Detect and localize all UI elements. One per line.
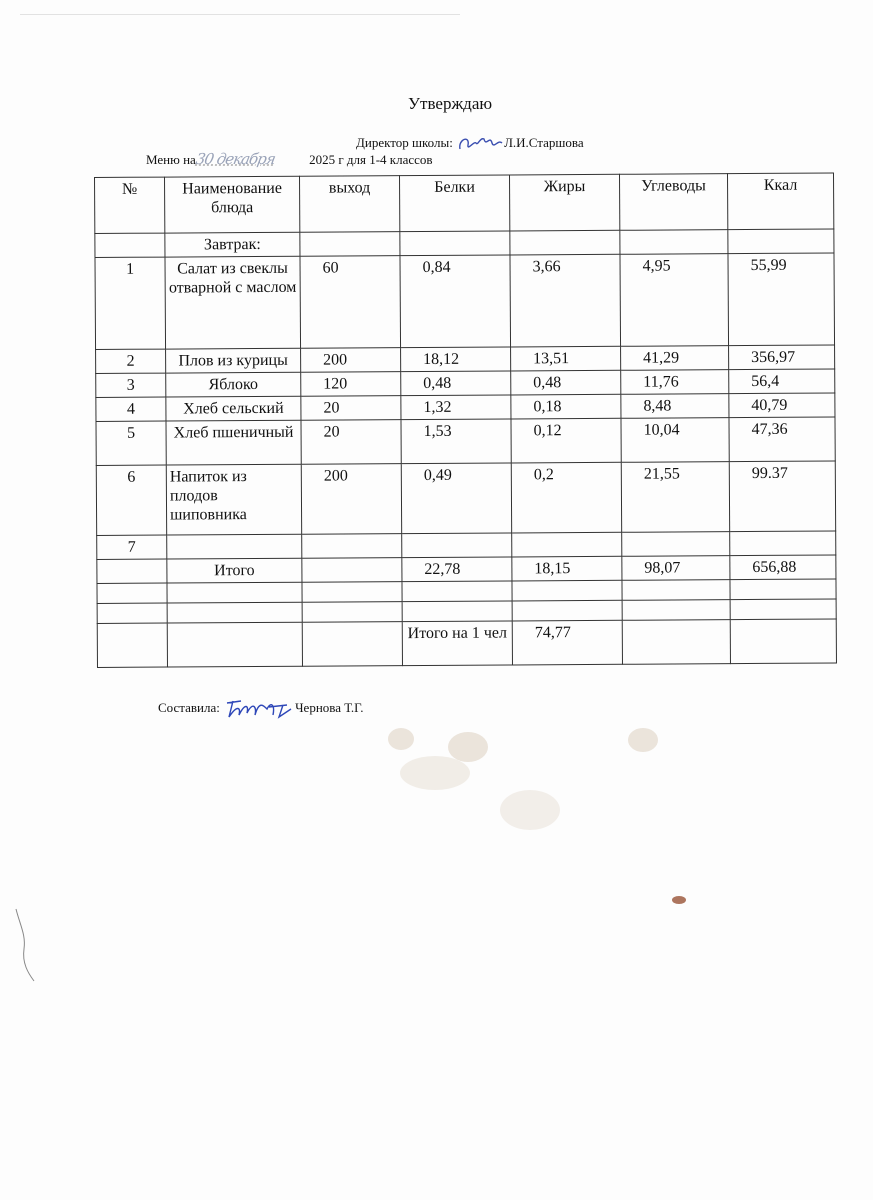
dish-fat: 13,51 [511, 346, 621, 371]
dish-carbs: 4,95 [620, 254, 729, 347]
header-number: № [95, 177, 165, 233]
header-carbs: Углеводы [619, 174, 727, 231]
paper-stain [628, 728, 658, 752]
header-kcal: Ккал [727, 173, 833, 230]
director-name: Л.И.Старшова [504, 134, 584, 150]
menu-prefix: Меню на [146, 152, 196, 167]
dish-output: 20 [301, 396, 401, 421]
dish-protein: 0,49 [401, 463, 511, 534]
dish-output: 120 [301, 372, 401, 397]
dish-fat: 0,18 [511, 394, 621, 419]
row-number: 6 [96, 465, 166, 535]
composer-name: Чернова Т.Г. [295, 699, 364, 715]
dish-carbs: 21,55 [621, 462, 729, 533]
total-label: Итого [167, 558, 302, 583]
total-fat: 18,15 [512, 556, 622, 581]
director-signature [456, 133, 504, 155]
dish-output: 200 [301, 348, 401, 373]
dish-kcal: 356,97 [729, 345, 835, 370]
dish-name: Плов из курицы [166, 348, 301, 373]
table-row [96, 417, 835, 466]
header-output: выход [299, 176, 399, 233]
table-row [95, 253, 835, 350]
header-protein: Белки [399, 175, 509, 232]
dish-kcal: 47,36 [729, 417, 835, 462]
composer-line [158, 697, 363, 721]
paper-stain [400, 756, 470, 790]
scan-edge-line [20, 14, 460, 15]
dish-name: Напиток из плодов шиповника [166, 464, 301, 535]
paper-stain [448, 732, 488, 762]
dish-protein: 0,84 [400, 255, 511, 348]
menu-date: 30 декабря [194, 150, 277, 168]
per-person-label: Итого на 1 чел [402, 621, 512, 666]
dish-fat: 0,2 [511, 462, 621, 533]
row-number: 5 [96, 421, 166, 465]
dish-protein: 0,48 [401, 371, 511, 396]
dish-kcal: 56,4 [729, 369, 835, 394]
row-number: 1 [95, 257, 166, 349]
header-dish-name: Наименование блюда [165, 176, 300, 233]
per-person-row [97, 619, 836, 668]
paper-stain [500, 790, 560, 830]
row-number: 4 [96, 397, 166, 421]
dish-output: 200 [301, 464, 401, 535]
total-carbs: 98,07 [622, 556, 730, 581]
dish-name: Хлеб пшеничный [166, 420, 301, 465]
approve-title: Утверждаю [408, 94, 493, 113]
dish-carbs: 41,29 [621, 346, 729, 371]
table-header-row [95, 173, 834, 234]
row-number: 3 [96, 373, 166, 397]
paper-stain [388, 728, 414, 750]
dish-carbs: 8,48 [621, 394, 729, 419]
section-label: Завтрак: [165, 232, 300, 257]
dish-fat: 0,12 [511, 418, 621, 463]
row-number: 7 [97, 535, 167, 559]
dish-output: 20 [301, 420, 401, 465]
dish-protein: 1,32 [401, 395, 511, 420]
per-person-value: 74,77 [512, 620, 622, 665]
total-protein: 22,78 [402, 557, 512, 582]
dish-protein: 1,53 [401, 419, 511, 464]
dish-fat: 0,48 [511, 370, 621, 395]
composer-signature [223, 697, 295, 721]
total-kcal: 656,88 [730, 555, 836, 580]
director-label: Директор школы: [356, 134, 453, 150]
composer-label: Составила: [158, 699, 220, 715]
dish-kcal: 40,79 [729, 393, 835, 418]
menu-suffix: 2025 г для 1-4 классов [309, 152, 433, 167]
dish-output: 60 [300, 256, 401, 349]
dish-fat: 3,66 [510, 254, 621, 347]
dish-name [167, 534, 302, 559]
row-number: 2 [96, 349, 166, 373]
dish-name: Хлеб сельский [166, 396, 301, 421]
dish-name: Салат из свеклы отварной с маслом [165, 256, 301, 349]
dish-name: Яблоко [166, 372, 301, 397]
scan-edge-mark [10, 905, 40, 985]
dish-kcal: 55,99 [728, 253, 835, 346]
dish-carbs: 11,76 [621, 370, 729, 395]
menu-line [146, 150, 433, 168]
dish-protein: 18,12 [401, 347, 511, 372]
header-fat: Жиры [509, 174, 619, 231]
table-row [96, 461, 835, 536]
paper-stain [672, 896, 686, 904]
dish-carbs: 10,04 [621, 418, 729, 463]
dish-kcal: 99.37 [729, 461, 835, 532]
menu-table [94, 172, 837, 668]
